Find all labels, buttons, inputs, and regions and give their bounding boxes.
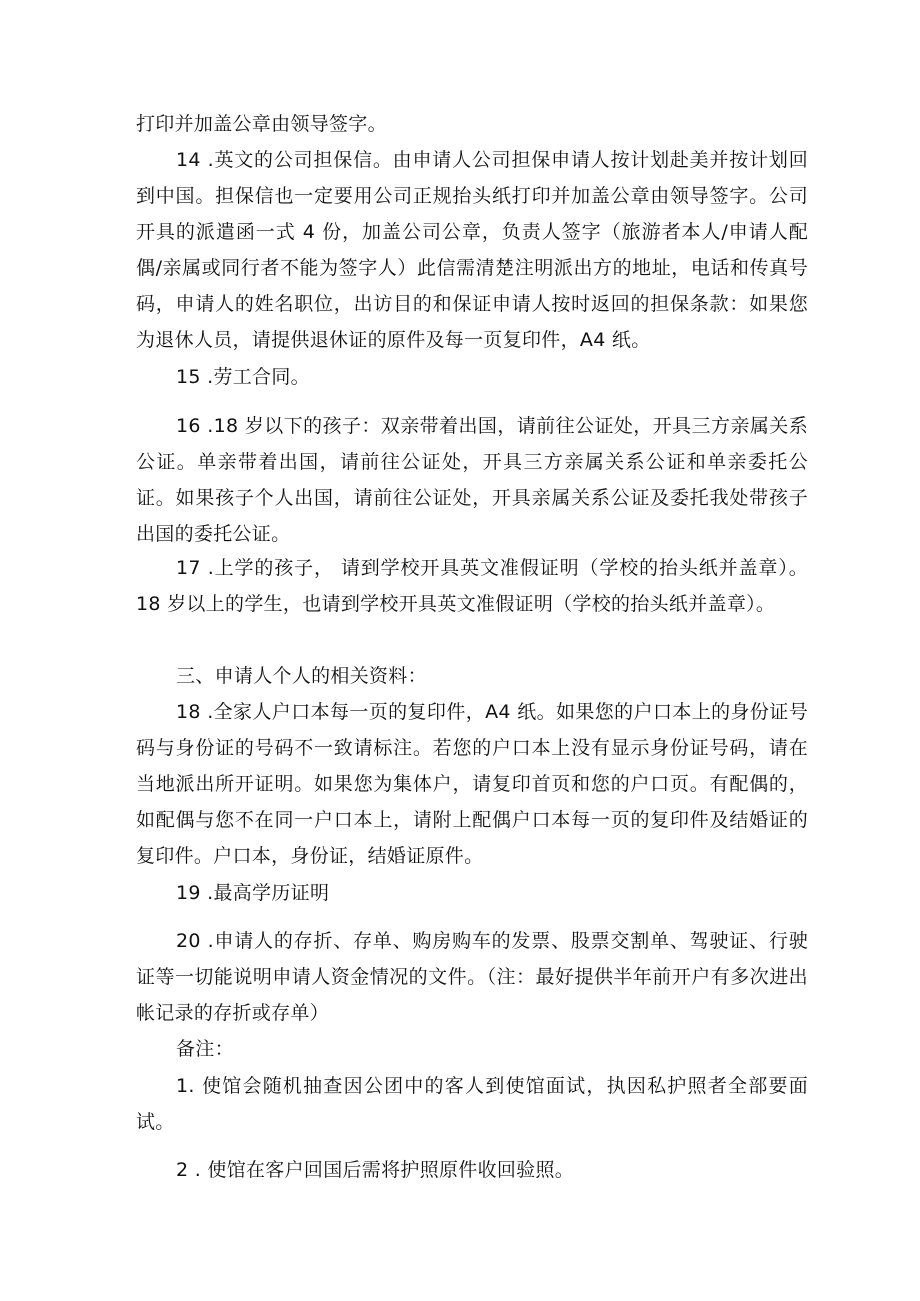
remark-item-1: 1. 使馆会随机抽查因公团中的客人到使馆面试，执因私护照者全部要面试。	[136, 1075, 808, 1133]
paragraph-item-14: 14 .英文的公司担保信。由申请人公司担保申请人按计划赴美并按计划回到中国。担保信也一定要用公司正规抬头纸打印并加盖公章由领导签字。公司开具的派遣函一式 4 份，加盖公司公章，负责人签字（旅游者本人/申请人配偶/亲属或同行者不能为签字人）此信需清楚注明派出方的地址，电话和传真号码，申请人的姓名职位，出访目的和保证申请人按时返回的担保条款：如果您为退休人员，请提供退休证的原件及每一页复印件，A4 纸。	[136, 149, 808, 351]
remarks-heading: 备注：	[176, 1038, 234, 1060]
section-heading: 三、申请人个人的相关资料：	[176, 665, 427, 687]
remark-item-2: 2 . 使馆在客户回国后需将护照原件收回验照。	[176, 1159, 575, 1181]
paragraph-item-17: 17 .上学的孩子， 请到学校开具英文准假证明（学校的抬头纸并盖章）。18 岁以上的学生，也请到学校开具英文准假证明（学校的抬头纸并盖章）。	[136, 557, 808, 615]
paragraph-item-18: 18 .全家人户口本每一页的复印件，A4 纸。如果您的户口本上的身份证号码与身份证的号码不一致请标注。若您的户口本上没有显示身份证号码，请在当地派出所开证明。如果您为集体户，请复印首页和您的户口页。有配偶的，如配偶与您不在同一户口本上，请附上配偶户口本每一页的复印件及结婚证的复印件。户口本，身份证，结婚证原件。	[136, 701, 808, 867]
paragraph-item-15: 15 .劳工合同。	[176, 366, 310, 388]
paragraph-item-16: 16 .18 岁以下的孩子：双亲带着出国，请前往公证处，开具三方亲属关系公证。单亲带着出国，请前往公证处，开具三方亲属关系公证和单亲委托公证。如果孩子个人出国，请前往公证处，开具亲属关系公证及委托我处带孩子出国的委托公证。	[136, 415, 808, 545]
paragraph-continuation: 打印并加盖公章由领导签字。	[136, 113, 387, 135]
paragraph-item-20: 20 .申请人的存折、存单、购房购车的发票、股票交割单、驾驶证、行驶证等一切能说明申请人资金情况的文件。（注：最好提供半年前开户有多次进出帐记录的存折或存单）	[136, 930, 808, 1024]
paragraph-item-19: 19 .最高学历证明	[176, 882, 330, 904]
